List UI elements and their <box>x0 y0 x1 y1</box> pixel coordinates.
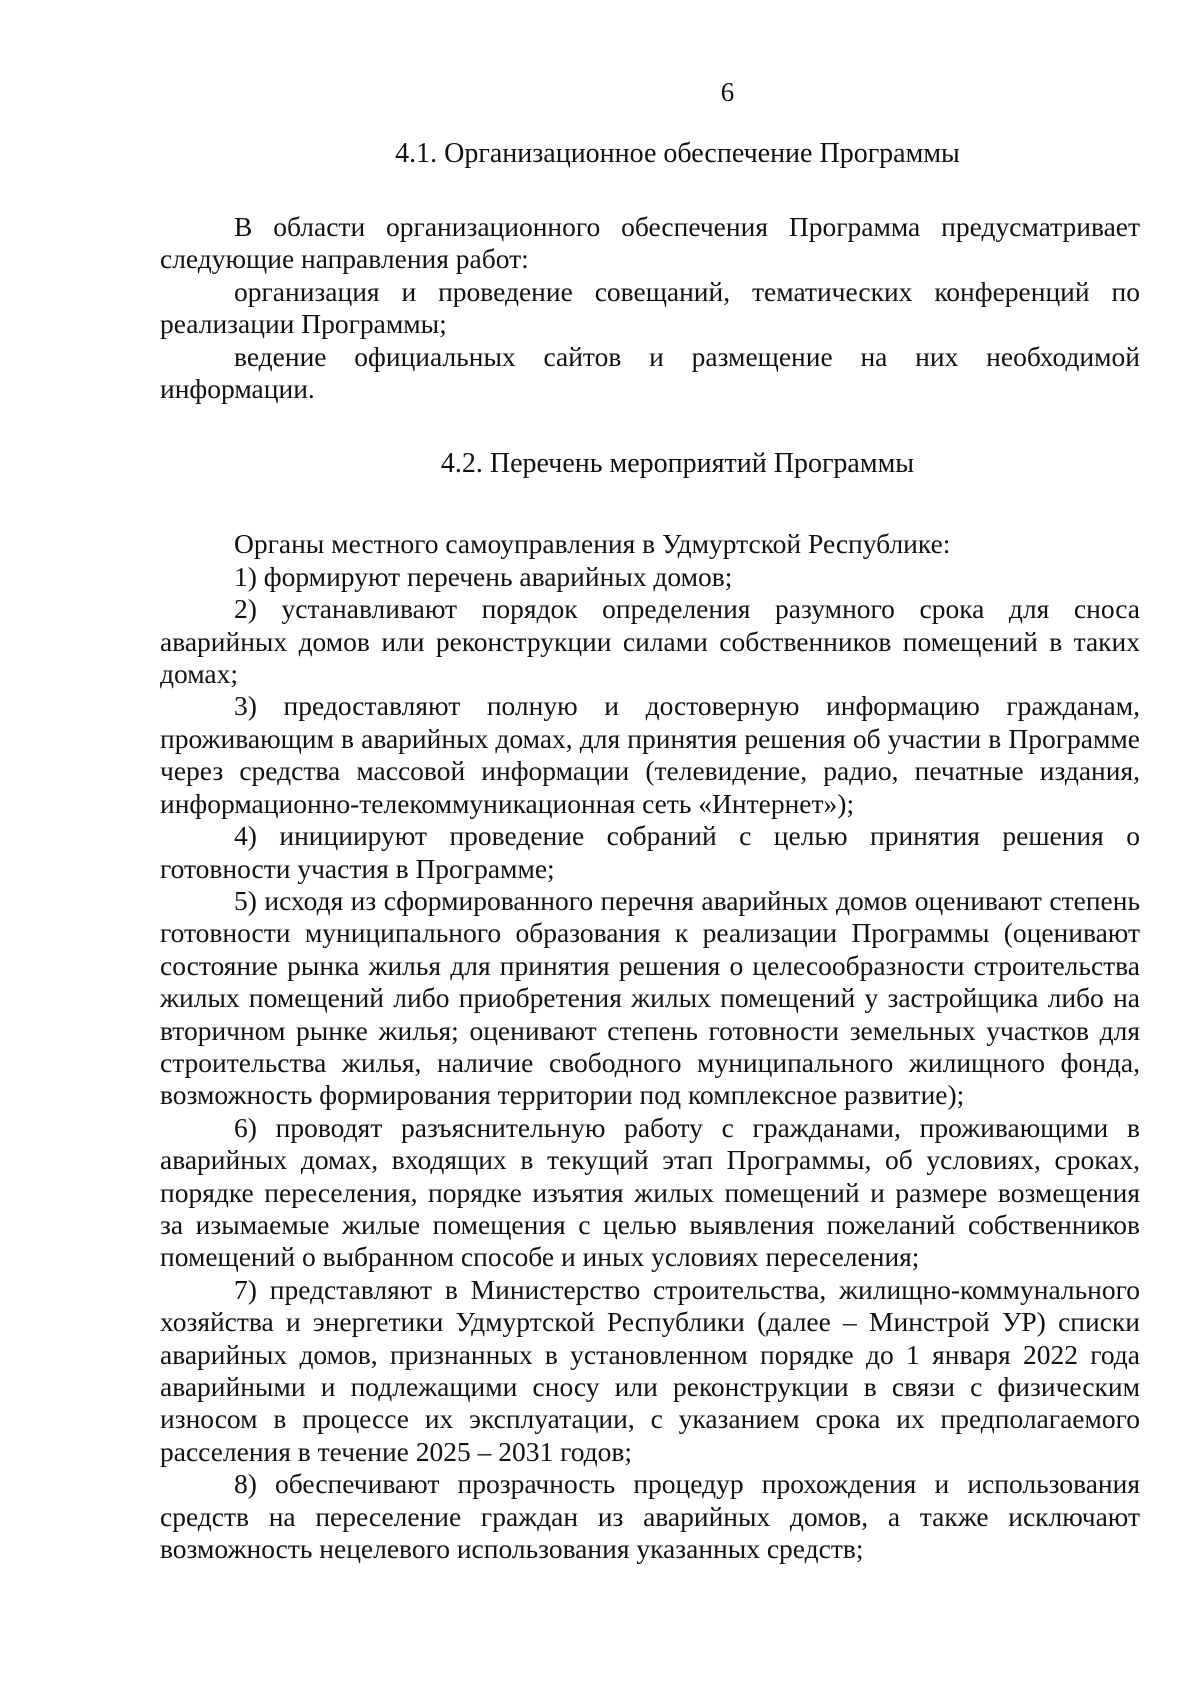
list-item: 5) исходя из сформированного перечня аварийных домов оценивают степень готовности муниципального образования к реализации Программы (оценивают состояние рынка жилья для принятия решения о целесообразности строительства жилых помещений либо приобретения жилых помещений у застройщика либо на вторичном рынке жилья; оценивают степень готовности земельных участков для строительства жилья, наличие свободного муниципального жилищного фонда, возможность формирования территории под комплексное развитие); <box>160 884 1140 1111</box>
list-item: 6) проводят разъяснительную работу с гражданами, проживающими в аварийных домах, входящих в текущий этап Программы, об условиях, сроках, порядке переселения, порядке изъятия жилых помещений и размере возмещения за изымаемые жилые помещения с целью выявления пожеланий собственников помещений о выбранном способе и иных условиях переселения; <box>160 1111 1140 1273</box>
document-page <box>160 76 1140 1565</box>
list-item: 7) представляют в Министерство строительства, жилищно-коммунального хозяйства и энергетики Удмуртской Республики (далее – Минстрой УР) списки аварийных домов, признанных в установленном порядке до 1 января 2022 года аварийными и подлежащими сносу или реконструкции в связи с физическим износом в процессе их эксплуатации, с указанием срока их предполагаемого расселения в течение 2025 – 2031 годов; <box>160 1273 1140 1467</box>
section-1-paragraph: В области организационного обеспечения Программа предусматривает следующие направления работ: <box>160 211 1140 275</box>
section-1-paragraph: организация и проведение совещаний, тематических конференций по реализации Программы; <box>160 275 1140 340</box>
list-item: 8) обеспечивают прозрачность процедур прохождения и использования средств на переселение граждан из аварийных домов, а также исключают возможность нецелевого использования указанных средств; <box>160 1468 1140 1565</box>
section-1-paragraph: ведение официальных сайтов и размещение на них необходимой информации. <box>160 340 1140 405</box>
section-heading-4-2: 4.2. Перечень мероприятий Программы <box>440 448 915 480</box>
list-item: 2) устанавливают порядок определения разумного срока для сноса аварийных домов или реконструкции силами собственников помещений в таких домах; <box>160 593 1140 690</box>
list-item: 3) предоставляют полную и достоверную информацию гражданам, проживающим в аварийных домах, для принятия решения об участии в Программе через средства массовой информации (телевидение, радио, печатные издания, информационно-телекоммуникационная сеть «Интернет»); <box>160 690 1140 819</box>
page-number: 6 <box>720 77 735 107</box>
list-item: 1) формируют перечень аварийных домов; <box>234 560 733 592</box>
section-heading-4-1: 4.1. Организационное обеспечение Программы <box>395 138 960 169</box>
list-item: 4) инициируют проведение собраний с целью принятия решения о готовности участия в Программе; <box>160 820 1140 884</box>
section-2-intro: Органы местного самоуправления в Удмуртской Республике: <box>234 528 951 560</box>
